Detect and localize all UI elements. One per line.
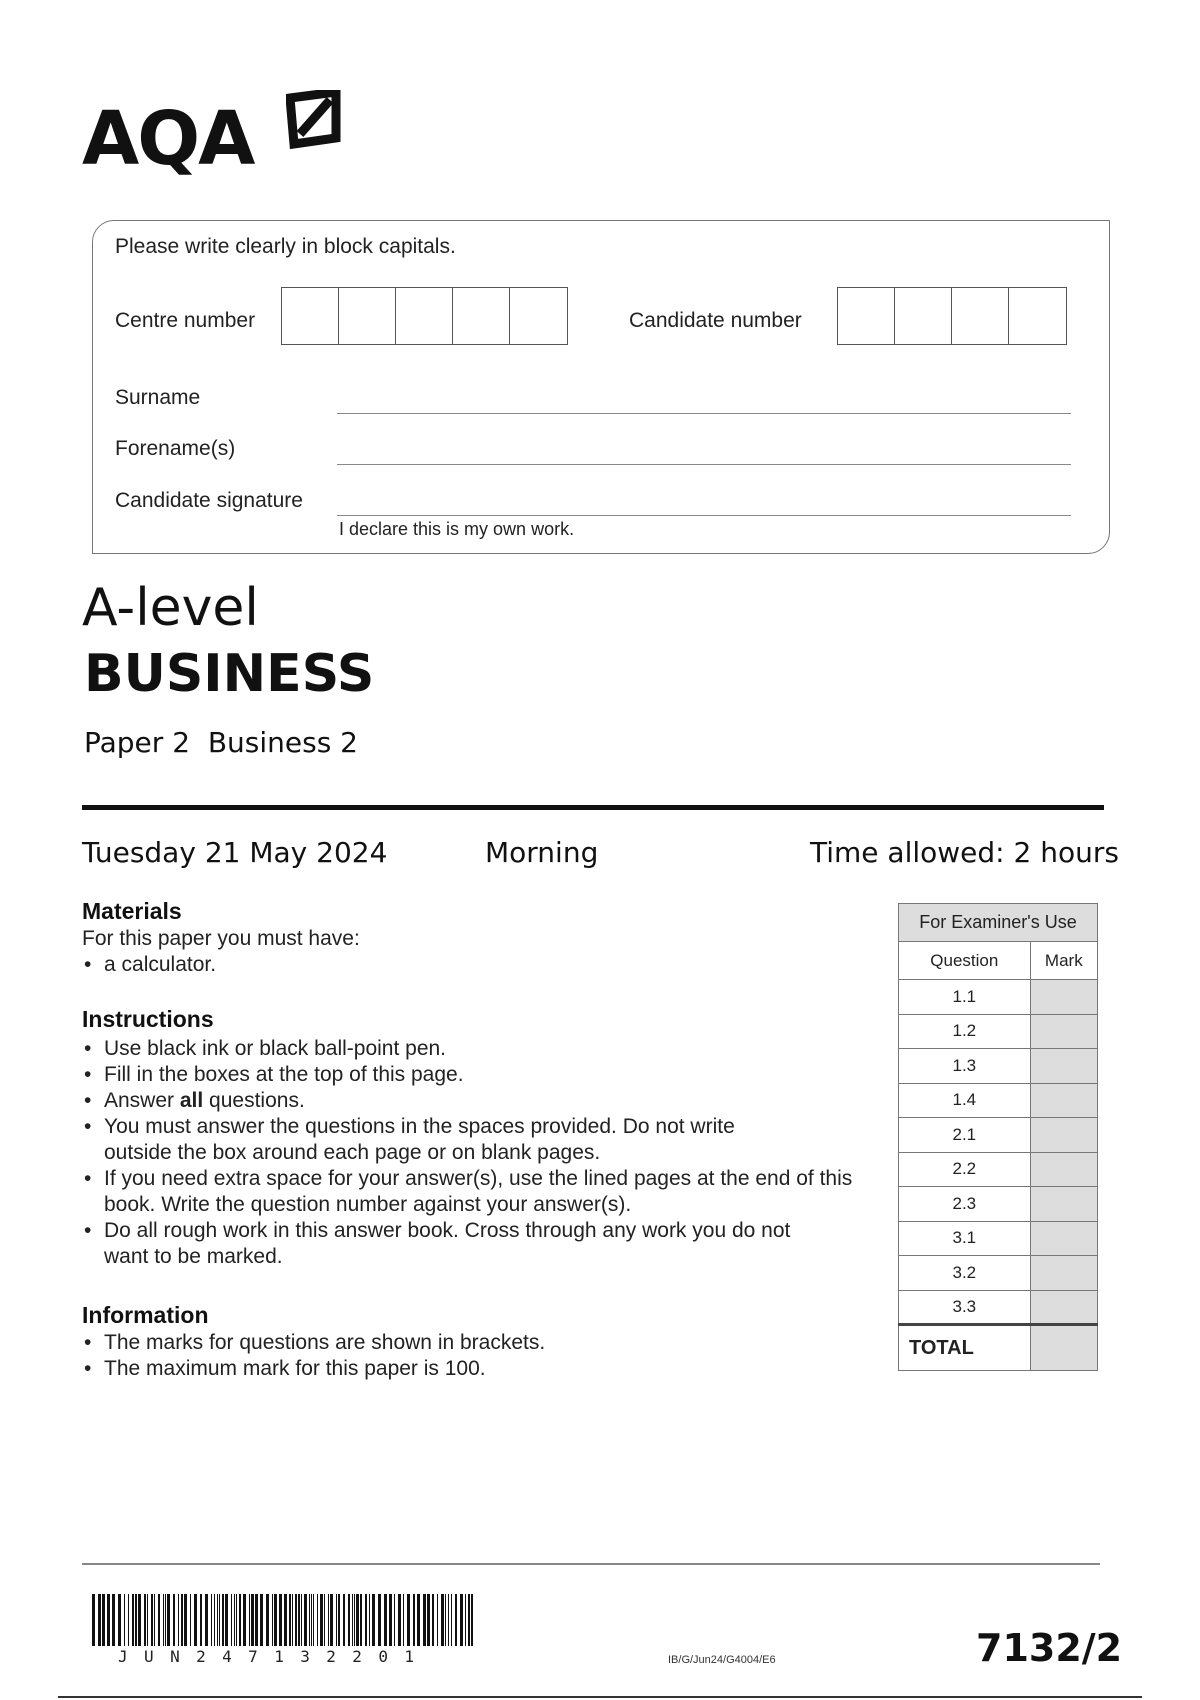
barcode-bar (465, 1594, 466, 1646)
time-allowed: Time allowed: 2 hours (810, 836, 1119, 869)
question-number: 3.3 (899, 1290, 1031, 1325)
barcode-bar (251, 1594, 254, 1646)
mark-cell (1030, 1187, 1097, 1222)
barcode-bar (124, 1594, 125, 1646)
mark-cell (1030, 1083, 1097, 1118)
instructions-list (82, 1036, 882, 1270)
barcode-bar (222, 1594, 224, 1646)
barcode-bar (128, 1594, 129, 1646)
question-number: 1.3 (899, 1049, 1031, 1084)
table-row (899, 1187, 1098, 1222)
mark-cell (1030, 1256, 1097, 1291)
candidate-digit-box[interactable] (838, 288, 895, 344)
barcode-bar (211, 1594, 212, 1646)
surname-field[interactable] (337, 413, 1071, 414)
footer-divider (82, 1563, 1100, 1565)
table-row (899, 1049, 1098, 1084)
barcode-bar (398, 1594, 401, 1646)
instructions-heading: Instructions (82, 1006, 214, 1032)
barcode-bar (98, 1594, 101, 1646)
barcode-bar (354, 1594, 355, 1646)
list-item: • a calculator. (82, 952, 216, 978)
barcode-bar (417, 1594, 420, 1646)
barcode-bar (214, 1594, 215, 1646)
candidate-number-boxes[interactable] (837, 287, 1067, 345)
barcode-bar (336, 1594, 337, 1646)
barcode-bar (205, 1594, 208, 1646)
candidate-digit-box[interactable] (1009, 288, 1066, 344)
declaration-text: I declare this is my own work. (339, 519, 575, 539)
mark-cell (1030, 1014, 1097, 1049)
centre-digit-box[interactable] (339, 288, 396, 344)
total-label: TOTAL (899, 1325, 1031, 1371)
paper-reference: IB/G/Jun24/G4004/E6 (668, 1654, 776, 1666)
materials-heading: Materials (82, 898, 182, 924)
barcode-bar (468, 1594, 470, 1646)
barcode-bar (255, 1594, 258, 1646)
table-row (899, 1152, 1098, 1187)
subject-title: BUSINESS (84, 644, 375, 704)
barcode-bar (471, 1594, 473, 1646)
barcode-bar (378, 1594, 381, 1646)
barcode-bar (432, 1594, 434, 1646)
list-item: • Answer all questions. (82, 1088, 882, 1114)
barcode-bar (352, 1594, 353, 1646)
block-capitals-instruction: Please write clearly in block capitals. (115, 235, 456, 258)
table-row (899, 980, 1098, 1015)
barcode-bar (239, 1594, 241, 1646)
question-number: 1.1 (899, 980, 1031, 1015)
barcode-bar (147, 1594, 148, 1646)
question-column-header: Question (899, 942, 1031, 980)
barcode-bar (165, 1594, 166, 1646)
barcode-bar (413, 1594, 415, 1646)
mark-cell (1030, 1049, 1097, 1084)
barcode-bar (167, 1594, 170, 1646)
mark-cell (1030, 1118, 1097, 1153)
page-bottom-rule (58, 1696, 1142, 1698)
candidate-digit-box[interactable] (895, 288, 952, 344)
table-row (899, 1118, 1098, 1153)
question-number: 2.2 (899, 1152, 1031, 1187)
barcode-bar (163, 1594, 164, 1646)
candidate-details-box (92, 220, 1110, 554)
barcode-bar (369, 1594, 370, 1646)
centre-digit-box[interactable] (453, 288, 510, 344)
barcode-bar (260, 1594, 263, 1646)
centre-number-label: Centre number (115, 309, 256, 332)
table-row (899, 1221, 1098, 1256)
barcode-bar (445, 1594, 446, 1646)
barcode-bar (219, 1594, 220, 1646)
barcode-bar (190, 1594, 191, 1646)
question-number: 1.2 (899, 1014, 1031, 1049)
barcode-bar (118, 1594, 121, 1646)
barcode-bar (423, 1594, 426, 1646)
barcode-bar (348, 1594, 350, 1646)
question-number: 2.3 (899, 1187, 1031, 1222)
barcode-bar (451, 1594, 452, 1646)
barcode-bar (151, 1594, 153, 1646)
barcode-bar (225, 1594, 228, 1646)
centre-digit-box[interactable] (510, 288, 567, 344)
surname-label: Surname (115, 386, 201, 409)
barcode-bar (389, 1594, 392, 1646)
list-item: • Do all rough work in this answer book. Cross through any work you do not want to be marked. (82, 1218, 802, 1270)
table-row (899, 1256, 1098, 1291)
examiner-use-table (898, 903, 1098, 1371)
barcode-bar (295, 1594, 297, 1646)
barcode-bar (236, 1594, 237, 1646)
paper-title: Paper 2 Business 2 (84, 726, 358, 759)
barcode-bar (173, 1594, 175, 1646)
barcode-bar (135, 1594, 137, 1646)
centre-digit-box[interactable] (282, 288, 339, 344)
barcode-bar (330, 1594, 333, 1646)
barcode-bar (292, 1594, 293, 1646)
barcode-bar (200, 1594, 202, 1646)
mark-cell (1030, 1152, 1097, 1187)
table-row (899, 1083, 1098, 1118)
barcode-bar (158, 1594, 160, 1646)
barcode-bar (304, 1594, 307, 1646)
list-item: • Fill in the boxes at the top of this page. (82, 1062, 882, 1088)
signature-field[interactable] (337, 515, 1071, 516)
examiner-table-heading: For Examiner's Use (899, 904, 1098, 942)
total-row (899, 1325, 1098, 1371)
exam-date: Tuesday 21 May 2024 (82, 836, 388, 869)
information-list (82, 1330, 545, 1382)
barcode-bar (384, 1594, 387, 1646)
barcode-bar (317, 1594, 318, 1646)
barcode-bar (324, 1594, 325, 1646)
question-number: 3.2 (899, 1256, 1031, 1291)
barcode-bar (92, 1594, 95, 1646)
barcode-bar (102, 1594, 105, 1646)
barcode-bar (301, 1594, 302, 1646)
barcode-bar (284, 1594, 287, 1646)
signature-label: Candidate signature (115, 489, 303, 512)
forenames-label: Forename(s) (115, 437, 236, 460)
list-item: • Use black ink or black ball-point pen. (82, 1036, 882, 1062)
barcode-bar (343, 1594, 345, 1646)
barcode-digits: JUN247132201 (118, 1647, 431, 1666)
list-item: • The maximum mark for this paper is 100. (82, 1356, 545, 1382)
forenames-field[interactable] (337, 464, 1071, 465)
paper-code: 7132/2 (976, 1626, 1123, 1670)
barcode-bar (184, 1594, 187, 1646)
barcode-bar (243, 1594, 246, 1646)
barcode-bar (289, 1594, 291, 1646)
barcode-bar (132, 1594, 134, 1646)
barcode-bar (328, 1594, 329, 1646)
barcode-bar (437, 1594, 438, 1646)
qualification-level: A-level (82, 578, 259, 638)
logo-text: AQA (82, 96, 254, 182)
barcode-bar (107, 1594, 110, 1646)
aqa-tick-logo-icon (286, 90, 346, 156)
barcode-bar (178, 1594, 179, 1646)
barcode-bar (360, 1594, 362, 1646)
barcode-bar (455, 1594, 457, 1646)
barcode-bar (274, 1594, 277, 1646)
question-number: 2.1 (899, 1118, 1031, 1153)
barcode-bar (427, 1594, 430, 1646)
list-item: • If you need extra space for your answer(s), use the lined pages at the end of this book. Write the question number against your answer(s). (82, 1166, 882, 1218)
barcode-bar (372, 1594, 375, 1646)
barcode-bar (460, 1594, 463, 1646)
candidate-number-label: Candidate number (629, 309, 802, 332)
mark-cell (1030, 980, 1097, 1015)
barcode-bar (309, 1594, 310, 1646)
barcode-bar (407, 1594, 410, 1646)
barcode-bar (231, 1594, 232, 1646)
barcode-bar (313, 1594, 314, 1646)
list-item: • You must answer the questions in the spaces provided. Do not write outside the box around each page or on blank pages. (82, 1114, 802, 1166)
barcode-bar (181, 1594, 183, 1646)
centre-digit-box[interactable] (396, 288, 453, 344)
candidate-digit-box[interactable] (952, 288, 1009, 344)
title-divider (82, 805, 1104, 810)
barcode-bar (112, 1594, 115, 1646)
barcode-bar (338, 1594, 340, 1646)
mark-cell (1030, 1290, 1097, 1325)
barcode-bar (356, 1594, 359, 1646)
barcode-bar (365, 1594, 367, 1646)
barcode-bar (403, 1594, 404, 1646)
barcode-bar (448, 1594, 449, 1646)
centre-number-boxes[interactable] (281, 287, 568, 345)
barcode-bar (138, 1594, 141, 1646)
information-heading: Information (82, 1302, 209, 1328)
mark-cell (1030, 1221, 1097, 1256)
barcode-bar (311, 1594, 312, 1646)
barcode-bar (272, 1594, 273, 1646)
barcode-bar (394, 1594, 395, 1646)
barcode-bar (266, 1594, 269, 1646)
barcode-bar (249, 1594, 250, 1646)
materials-list (82, 952, 216, 978)
question-number: 3.1 (899, 1221, 1031, 1256)
barcode-bar (298, 1594, 300, 1646)
table-row (899, 1290, 1098, 1325)
barcode-bar (234, 1594, 235, 1646)
table-row (899, 1014, 1098, 1049)
barcode-bar (320, 1594, 323, 1646)
barcode-bar (144, 1594, 146, 1646)
barcode-bar (217, 1594, 218, 1646)
barcode-bar (441, 1594, 444, 1646)
barcode-bar (279, 1594, 282, 1646)
total-mark-cell (1030, 1325, 1097, 1371)
barcode-bar (154, 1594, 155, 1646)
barcode (92, 1594, 476, 1646)
aqa-logo (82, 88, 362, 188)
mark-column-header: Mark (1030, 942, 1097, 980)
exam-session: Morning (485, 836, 599, 869)
materials-intro: For this paper you must have: (82, 927, 360, 950)
list-item: • The marks for questions are shown in brackets. (82, 1330, 545, 1356)
question-number: 1.4 (899, 1083, 1031, 1118)
barcode-bar (194, 1594, 197, 1646)
